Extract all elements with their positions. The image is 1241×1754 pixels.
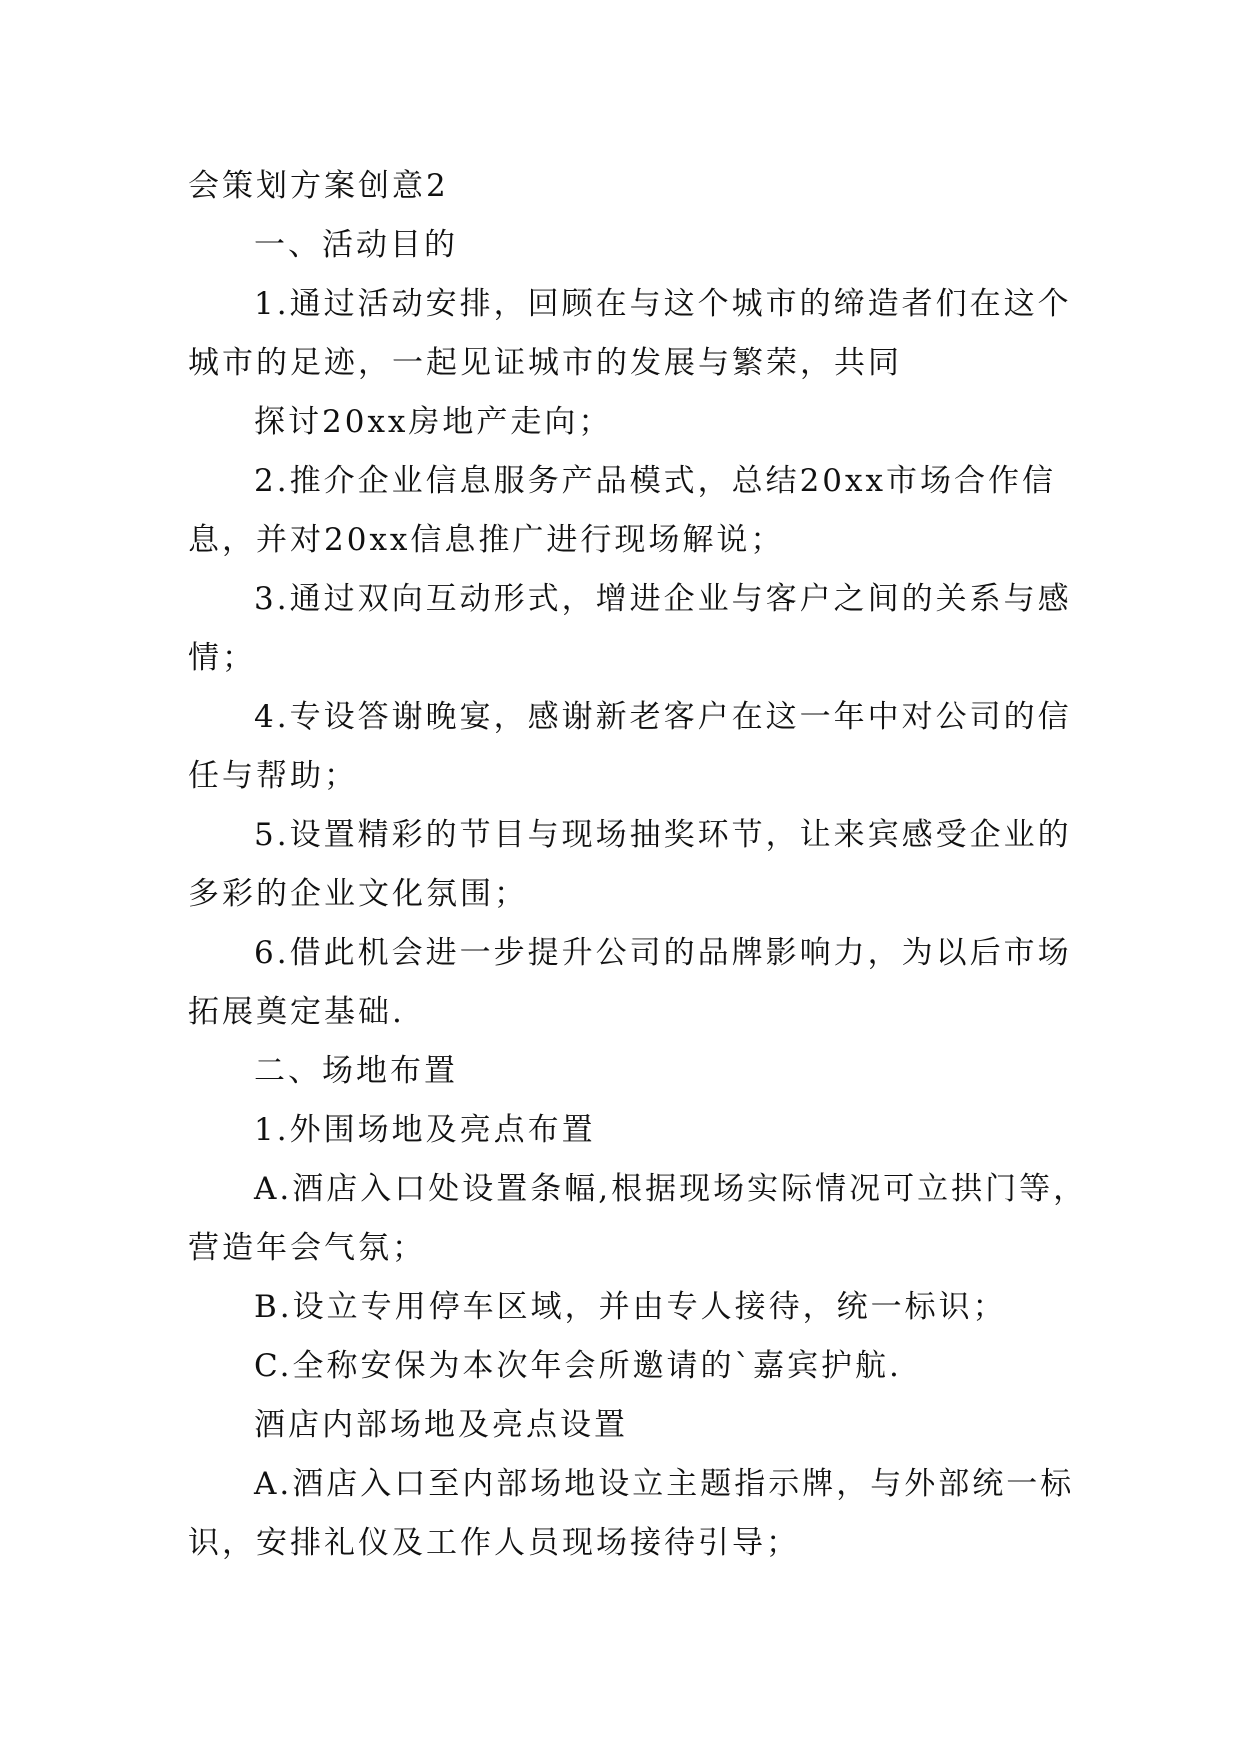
text-line: 酒店内部场地及亮点设置: [254, 1407, 628, 1443]
text-line: C.全称安保为本次年会所邀请的`嘉宾护航.: [254, 1348, 902, 1384]
document-body: [188, 157, 1088, 1573]
text-line: B.设立专用停车区域，并由专人接待，统一标识；: [254, 1289, 1007, 1325]
text-line: 一、活动目的: [254, 227, 458, 263]
text-line: 1.外围场地及亮点布置: [254, 1112, 596, 1148]
text-line: 多彩的企业文化氛围；: [188, 876, 528, 912]
text-line: 6.借此机会进一步提升公司的品牌影响力，为以后市场: [254, 935, 1072, 971]
text-line: 拓展奠定基础.: [188, 994, 405, 1030]
text-line: 2.推介企业信息服务产品模式，总结20xx市场合作信: [254, 463, 1056, 499]
document-title: 会策划方案创意2: [188, 168, 449, 204]
text-line: 4.专设答谢晚宴，感谢新老客户在这一年中对公司的信: [254, 699, 1072, 735]
text-line: 识，安排礼仪及工作人员现场接待引导；: [188, 1525, 800, 1561]
text-line: 5.设置精彩的节目与现场抽奖环节，让来宾感受企业的: [254, 817, 1072, 853]
text-line: 1.通过活动安排，回顾在与这个城市的缔造者们在这个: [254, 286, 1072, 322]
text-line: 任与帮助；: [188, 758, 358, 794]
text-line: 情；: [188, 640, 256, 676]
text-line: 城市的足迹，一起见证城市的发展与繁荣，共同: [188, 345, 902, 381]
text-line: 二、场地布置: [254, 1053, 458, 1089]
text-line: 3.通过双向互动形式，增进企业与客户之间的关系与感: [254, 581, 1072, 617]
text-line: 营造年会气氛；: [188, 1230, 426, 1266]
text-line: A.酒店入口至内部场地设立主题指示牌，与外部统一标: [254, 1466, 1075, 1502]
text-line: A.酒店入口处设置条幅,根据现场实际情况可立拱门等，: [254, 1171, 1088, 1207]
text-line: 探讨20xx房地产走向；: [254, 404, 613, 440]
text-line: 息，并对20xx信息推广进行现场解说；: [188, 522, 785, 558]
